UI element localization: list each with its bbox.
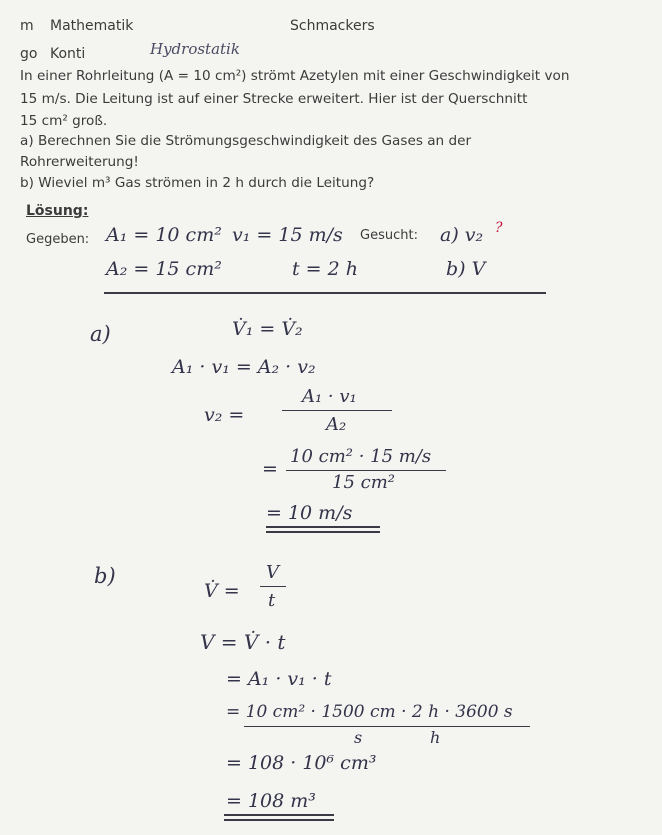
part-a-fraction-2-numerator: 10 cm² · 15 m/s — [290, 446, 432, 467]
part-a-fraction-1-numerator: A₁ · v₁ — [302, 386, 357, 407]
part-b-line-5: = 108 · 10⁶ cm³ — [226, 752, 377, 774]
part-a-v2-lhs: v₂ = — [204, 404, 245, 426]
part-b-line-4-bar — [244, 726, 530, 727]
part-b-fraction-bar — [260, 586, 286, 587]
question-a-line-2: Rohrerweiterung! — [20, 154, 139, 170]
part-b-line-4-denominator-h: h — [430, 728, 441, 747]
part-b-line-3: = A₁ · v₁ · t — [226, 668, 332, 690]
sought-label: Gesucht: — [360, 228, 418, 243]
part-b-label: b) — [94, 564, 116, 588]
part-a-eq-2: = — [262, 458, 278, 480]
problem-line-3: 15 cm² groß. — [20, 113, 108, 129]
part-a-line-1: V̇₁ = V̇₂ — [232, 318, 303, 340]
part-a-result-underline-2 — [266, 531, 380, 533]
sought-a: a) v₂ — [440, 224, 484, 246]
subject-letter: m — [20, 18, 34, 34]
solution-heading: Lösung: — [26, 203, 89, 219]
topic-title: Konti — [50, 46, 86, 62]
sought-a-question-mark: ? — [495, 220, 503, 236]
part-b-line-2: V = V̇ · t — [200, 630, 286, 654]
given-t: t = 2 h — [292, 258, 358, 280]
part-b-fraction-numerator: V — [266, 562, 279, 583]
part-b-result-underline-1 — [224, 814, 334, 816]
part-a-line-2: A₁ · v₁ = A₂ · v₂ — [172, 356, 316, 378]
part-a-result-underline-1 — [266, 526, 380, 528]
given-a1: A₁ = 10 cm² — [106, 224, 222, 246]
part-b-result-underline-2 — [224, 819, 334, 821]
part-b-line-4-numerator: = 10 cm² · 1500 cm · 2 h · 3600 s — [226, 702, 513, 722]
part-b-fraction-denominator: t — [268, 590, 276, 611]
sought-b: b) V — [446, 258, 486, 280]
part-b-result: = 108 m³ — [226, 790, 316, 812]
part-a-fraction-1-denominator: A₂ — [326, 414, 347, 435]
part-a-result: = 10 m/s — [266, 502, 353, 524]
part-b-line-4-denominator-s: s — [354, 728, 363, 747]
part-b-vdot-lhs: V̇ = — [204, 580, 240, 602]
problem-line-2: 15 m/s. Die Leitung ist auf einer Strecke erweitert. Hier ist der Querschnitt — [20, 91, 528, 107]
part-a-fraction-2-denominator: 15 cm² — [332, 472, 395, 493]
given-a2: A₂ = 15 cm² — [106, 258, 222, 280]
part-a-label: a) — [90, 322, 111, 346]
given-label: Gegeben: — [26, 232, 90, 247]
subject-title: Mathematik — [50, 18, 134, 34]
part-a-fraction-1-bar — [282, 410, 392, 411]
topic-code: go — [20, 46, 38, 62]
author-name: Schmackers — [290, 18, 375, 34]
given-divider-line — [104, 292, 546, 294]
question-a-line-1: a) Berechnen Sie die Strömungsgeschwindigkeit des Gases an der — [20, 133, 472, 149]
handwritten-topic: Hydrostatik — [150, 40, 240, 58]
given-v1: v₁ = 15 m/s — [232, 224, 343, 246]
problem-line-1: In einer Rohrleitung (A = 10 cm²) strömt Azetylen mit einer Geschwindigkeit von — [20, 68, 570, 84]
part-a-fraction-2-bar — [286, 470, 446, 471]
question-b: b) Wieviel m³ Gas strömen in 2 h durch die Leitung? — [20, 175, 375, 191]
